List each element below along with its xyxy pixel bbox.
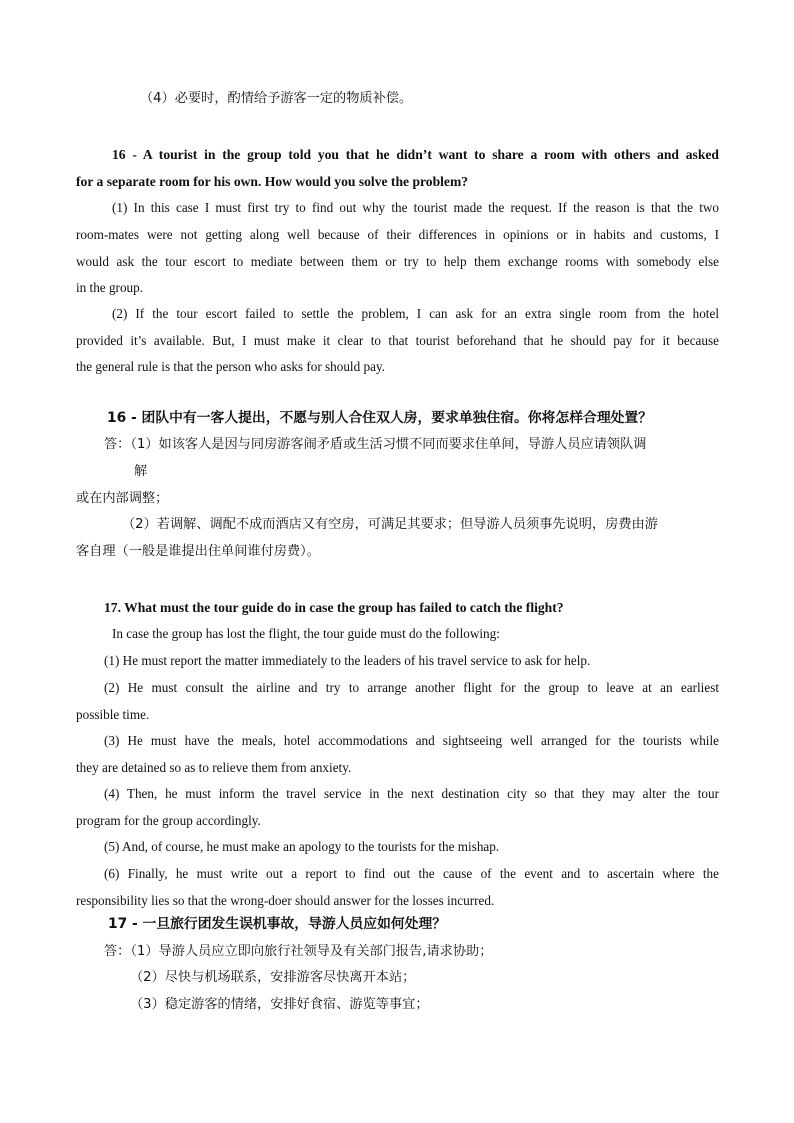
q17-zh-answer1: 答：（1）导游人员应立即向旅行社领导及有关部门报告,请求协助； <box>104 944 493 959</box>
q16-en-answer1-line1: (1) In this case I must first try to find out why the tourist made the request. If the reason is that the two <box>112 200 719 215</box>
q16-zh-answer1-line2: 解 <box>134 464 148 479</box>
q16-en-answer1-line3: would ask the tour escort to mediate between them or try to help them exchange rooms with somebody else <box>76 254 719 269</box>
q17-en-intro: In case the group has lost the flight, the tour guide must do the following: <box>112 626 500 641</box>
q16-zh-answer2-line1: （2）若调解、调配不成而酒店又有空房，可满足其要求；但导游人员须事先说明，房费由游 <box>122 517 658 532</box>
q17-en-item2-line1: (2) He must consult the airline and try to arrange another flight for the group to leave at an earliest <box>104 680 719 695</box>
q17-zh-answer3: （3）稳定游客的情绪，安排好食宿、游览等事宜； <box>130 997 429 1012</box>
item-4-compensation: （4）必要时，酌情给予游客一定的物质补偿。 <box>140 91 413 106</box>
q16-zh-question: 16 - 团队中有一客人提出，不愿与别人合住双人房，要求单独住宿。你将怎样合理处置？ <box>107 410 653 426</box>
q17-en-question: 17. What must the tour guide do in case the group has failed to catch the flight? <box>104 600 564 615</box>
q16-en-answer1-line4: in the group. <box>76 280 144 295</box>
q17-zh-answer2: （2）尽快与机场联系，安排游客尽快离开本站； <box>130 970 416 985</box>
q16-en-answer2-line2: provided it’s available. But, I must make it clear to that tourist beforehand that he should pay for it because <box>76 333 719 348</box>
q17-en-item5: (5) And, of course, he must make an apology to the tourists for the mishap. <box>104 839 500 854</box>
q16-en-question-line2: for a separate room for his own. How would you solve the problem? <box>76 174 469 189</box>
q17-zh-question: 17 - 一旦旅行团发生误机事故，导游人员应如何处理？ <box>108 916 447 932</box>
q17-en-item1: (1) He must report the matter immediately to the leaders of his travel service to ask for help. <box>104 653 591 668</box>
q17-en-item3-line2: they are detained so as to relieve them from anxiety. <box>76 760 352 775</box>
q17-en-item3-line1: (3) He must have the meals, hotel accommodations and sightseeing well arranged for the tourists while <box>104 733 719 748</box>
q16-en-answer1-line2: room-mates were not getting along well because of their differences in opinions or in habits and customs, I <box>76 227 719 242</box>
q17-en-item4-line1: (4) Then, he must inform the travel service in the next destination city so that they may alter the tour <box>104 786 719 801</box>
q17-en-item6-line1: (6) Finally, he must write out a report to find out the cause of the event and to ascertain where the <box>104 866 719 881</box>
q16-en-answer2-line3: the general rule is that the person who asks for should pay. <box>76 359 385 374</box>
q16-zh-answer1-line1: 答：（1）如该客人是因与同房游客闹矛盾或生活习惯不同而要求住单间，导游人员应请领队调 <box>104 437 647 452</box>
q17-en-item4-line2: program for the group accordingly. <box>76 813 261 828</box>
q17-en-item6-line2: responsibility lies so that the wrong-doer should answer for the losses incurred. <box>76 893 495 908</box>
q17-en-item2-line2: possible time. <box>76 707 150 722</box>
q16-en-answer2-line1: (2) If the tour escort failed to settle the problem, I can ask for an extra single room from the hotel <box>112 306 719 321</box>
q16-zh-answer1-line3: 或在内部调整； <box>76 491 169 506</box>
q16-zh-answer2-line2: 客自理（一般是谁提出住单间谁付房费）。 <box>76 544 320 559</box>
q16-en-question-line1: 16 - A tourist in the group told you that he didn’t want to share a room with others and asked <box>112 147 719 162</box>
